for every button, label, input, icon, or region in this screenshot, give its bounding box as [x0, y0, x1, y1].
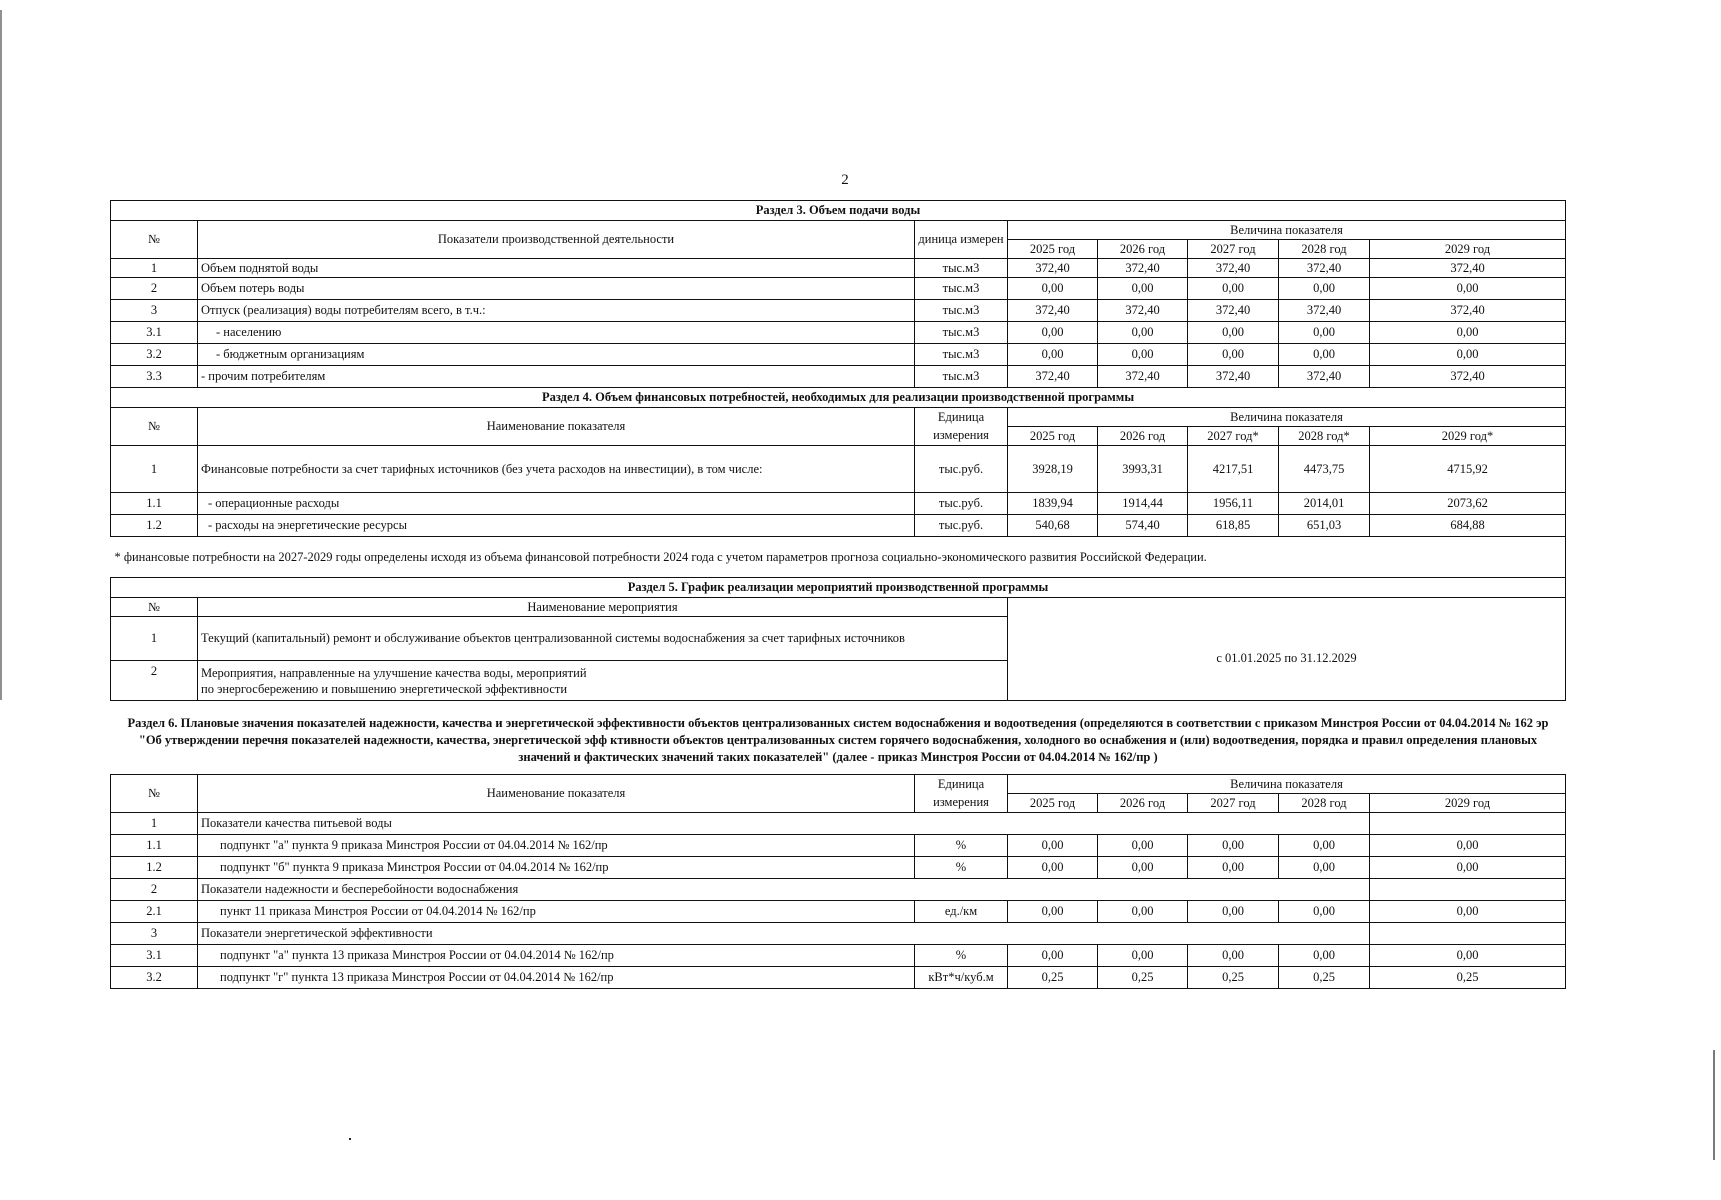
row-name: Показатели энергетической эффективности [198, 923, 1370, 945]
section4-title-row [111, 388, 1566, 408]
row-no: 2.1 [111, 901, 198, 923]
row-name: подпункт "г" пункта 13 приказа Минстроя России от 04.04.2014 № 162/пр [198, 967, 915, 989]
col-name-header: Наименование мероприятия [198, 598, 1008, 617]
row-value: 3928,19 [1008, 446, 1098, 493]
section6-header-row [111, 775, 1566, 794]
row-no: 3.2 [111, 344, 198, 366]
row-no: 1 [111, 446, 198, 493]
section5-title-row [111, 578, 1566, 598]
year-header: 2029 год [1370, 794, 1566, 813]
row-value: 372,40 [1098, 300, 1188, 322]
row-name-line2: по энергосбережению и повышению энергетической эффективности [201, 681, 568, 696]
row-value: 0,00 [1279, 857, 1370, 879]
table-row [111, 835, 1566, 857]
row-value: 0,00 [1370, 344, 1566, 366]
row-value: 372,40 [1279, 366, 1370, 388]
row-name: - прочим потребителям [198, 366, 915, 388]
row-value: 4715,92 [1370, 446, 1566, 493]
row-name: Показатели качества питьевой воды [198, 813, 1370, 835]
row-value: 574,40 [1098, 515, 1188, 537]
row-unit: тыс.м3 [915, 322, 1008, 344]
year-header: 2027 год* [1188, 427, 1279, 446]
row-value: 4217,51 [1188, 446, 1279, 493]
row-name: - населению [198, 322, 915, 344]
row-value: 0,00 [1098, 901, 1188, 923]
scan-dust [349, 1138, 351, 1140]
table-row [111, 857, 1566, 879]
row-value: 372,40 [1279, 259, 1370, 278]
col-name-header: Наименование показателя [198, 775, 915, 813]
row-unit: ед./км [915, 901, 1008, 923]
row-value: 540,68 [1008, 515, 1098, 537]
col-unit-header-line2: измерения [915, 794, 1008, 813]
empty-cell [1370, 879, 1566, 901]
table-row [111, 493, 1566, 515]
row-value: 1914,44 [1098, 493, 1188, 515]
row-value: 0,00 [1008, 945, 1098, 967]
row-no: 1.1 [111, 493, 198, 515]
row-value: 0,00 [1008, 857, 1098, 879]
section3-title-row [111, 201, 1566, 221]
row-value: 372,40 [1008, 300, 1098, 322]
row-value: 0,00 [1370, 857, 1566, 879]
row-value: 0,25 [1279, 967, 1370, 989]
row-value: 0,25 [1370, 967, 1566, 989]
row-name: - бюджетным организациям [198, 344, 915, 366]
col-group-header: Величина показателя [1008, 408, 1566, 427]
row-name: подпункт "а" пункта 13 приказа Минстроя России от 04.04.2014 № 162/пр [198, 945, 915, 967]
row-no: 1.1 [111, 835, 198, 857]
row-value: 372,40 [1279, 300, 1370, 322]
col-group-header: Величина показателя [1008, 775, 1566, 794]
year-header: 2029 год* [1370, 427, 1566, 446]
table-row [111, 617, 1566, 661]
table-row [111, 366, 1566, 388]
scan-edge-mark [1713, 1050, 1715, 1160]
row-value: 0,00 [1008, 901, 1098, 923]
year-header: 2028 год [1279, 794, 1370, 813]
section5-title: Раздел 5. График реализации мероприятий производственной программы [111, 578, 1566, 598]
col-no-header: № [111, 408, 198, 446]
row-value: 0,00 [1279, 278, 1370, 300]
row-value: 4473,75 [1279, 446, 1370, 493]
col-unit-header-line1: Единица [915, 775, 1008, 794]
table-row [111, 278, 1566, 300]
row-value: 0,25 [1098, 967, 1188, 989]
col-name-header: Показатели производственной деятельности [198, 221, 915, 259]
year-header: 2028 год* [1279, 427, 1370, 446]
row-unit: тыс.м3 [915, 366, 1008, 388]
row-value: 618,85 [1188, 515, 1279, 537]
row-value: 0,00 [1370, 278, 1566, 300]
row-name: пункт 11 приказа Минстроя России от 04.04.2014 № 162/пр [198, 901, 915, 923]
row-value: 0,00 [1008, 835, 1098, 857]
section6-description: Раздел 6. Плановые значения показателей надежности, качества и энергетической эффективности объектов централизованных систем водоснабжения и водоотведения (определяются в соответствии с приказом Минстроя России от 04.04.2014 № 162 эр "Об утверждении перечня показателей надежности, качества, энергетической эфф ктивности объектов централизованных систем горячего водоснабжения, холодного во оснабжения и (или) водоотведения, порядка и правил определения плановых значений и фактических значений таких показателей" (далее - приказ Минстроя России от 04.04.2014 № 162/пр ) [111, 701, 1566, 775]
row-value: 0,00 [1098, 945, 1188, 967]
implementation-period: с 01.01.2025 по 31.12.2029 [1008, 617, 1566, 701]
year-header: 2025 год [1008, 240, 1098, 259]
row-name: - расходы на энергетические ресурсы [198, 515, 915, 537]
row-no: 2 [111, 879, 198, 901]
row-unit: тыс.руб. [915, 515, 1008, 537]
row-value: 2014,01 [1279, 493, 1370, 515]
year-header: 2026 год [1098, 794, 1188, 813]
row-unit: тыс.м3 [915, 259, 1008, 278]
row-no: 3.3 [111, 366, 198, 388]
row-name: Показатели надежности и бесперебойности водоснабжения [198, 879, 1370, 901]
table-row-group [111, 923, 1566, 945]
row-no: 1 [111, 617, 198, 661]
scan-edge-mark [0, 10, 2, 700]
row-value: 0,00 [1098, 835, 1188, 857]
table-row [111, 259, 1566, 278]
row-value: 1839,94 [1008, 493, 1098, 515]
row-value: 684,88 [1370, 515, 1566, 537]
table-row [111, 515, 1566, 537]
row-value: 0,00 [1370, 901, 1566, 923]
row-value: 0,00 [1279, 835, 1370, 857]
row-value: 1956,11 [1188, 493, 1279, 515]
table-row [111, 322, 1566, 344]
row-value: 372,40 [1188, 259, 1279, 278]
empty-cell [1370, 923, 1566, 945]
row-no: 3 [111, 923, 198, 945]
row-name: Отпуск (реализация) воды потребителям всего, в т.ч.: [198, 300, 915, 322]
section5-header-row [111, 598, 1566, 617]
row-no: 1 [111, 813, 198, 835]
row-value: 372,40 [1370, 259, 1566, 278]
section4-title: Раздел 4. Объем финансовых потребностей, необходимых для реализации производственной программы [111, 388, 1566, 408]
row-name: Текущий (капитальный) ремонт и обслуживание объектов централизованной системы водоснабжения за счет тарифных источников [198, 617, 1008, 661]
row-value: 372,40 [1008, 366, 1098, 388]
row-value: 372,40 [1188, 300, 1279, 322]
col-unit-header-line1: Единица [915, 408, 1008, 427]
row-value: 0,00 [1279, 945, 1370, 967]
row-no: 3.1 [111, 322, 198, 344]
row-no: 3.2 [111, 967, 198, 989]
row-value: 372,40 [1098, 259, 1188, 278]
row-value: 0,00 [1188, 835, 1279, 857]
row-value: 0,00 [1370, 835, 1566, 857]
row-value: 0,00 [1008, 344, 1098, 366]
footnote-row [111, 537, 1566, 578]
row-value: 0,00 [1279, 322, 1370, 344]
row-value: 0,00 [1188, 278, 1279, 300]
year-header: 2026 год [1098, 240, 1188, 259]
row-value: 0,00 [1279, 344, 1370, 366]
row-name: подпункт "а" пункта 9 приказа Минстроя России от 04.04.2014 № 162/пр [198, 835, 915, 857]
document-sheet [110, 200, 1565, 989]
row-name [198, 661, 1008, 701]
row-value: 3993,31 [1098, 446, 1188, 493]
row-value: 0,00 [1098, 322, 1188, 344]
row-value: 0,00 [1098, 278, 1188, 300]
col-unit-header-line2: измерения [915, 427, 1008, 446]
row-value: 0,25 [1188, 967, 1279, 989]
row-value: 372,40 [1008, 259, 1098, 278]
table-row-group [111, 879, 1566, 901]
row-name: подпункт "б" пункта 9 приказа Минстроя России от 04.04.2014 № 162/пр [198, 857, 915, 879]
col-unit-header: диница измерен [915, 221, 1008, 259]
row-unit: % [915, 857, 1008, 879]
table-row [111, 967, 1566, 989]
row-value: 0,25 [1008, 967, 1098, 989]
section6-description-row [111, 701, 1566, 775]
row-value: 372,40 [1370, 366, 1566, 388]
row-no: 3.1 [111, 945, 198, 967]
row-unit: тыс.руб. [915, 493, 1008, 515]
table-row [111, 945, 1566, 967]
row-no: 2 [111, 661, 198, 701]
row-unit: кВт*ч/куб.м [915, 967, 1008, 989]
empty-header-cell [1008, 598, 1566, 617]
row-no: 2 [111, 278, 198, 300]
row-value: 0,00 [1098, 344, 1188, 366]
section4-header-row [111, 408, 1566, 427]
row-value: 372,40 [1370, 300, 1566, 322]
empty-cell [1370, 813, 1566, 835]
year-header: 2027 год [1188, 240, 1279, 259]
table-row [111, 901, 1566, 923]
year-header: 2025 год [1008, 427, 1098, 446]
row-name-line1: Мероприятия, направленные на улучшение качества воды, мероприятий [201, 665, 587, 680]
row-value: 0,00 [1008, 322, 1098, 344]
row-value: 0,00 [1008, 278, 1098, 300]
year-header: 2028 год [1279, 240, 1370, 259]
row-value: 0,00 [1188, 322, 1279, 344]
table-row [111, 446, 1566, 493]
col-no-header: № [111, 775, 198, 813]
row-no: 1 [111, 259, 198, 278]
row-value: 0,00 [1370, 945, 1566, 967]
row-value: 372,40 [1098, 366, 1188, 388]
footnote: * финансовые потребности на 2027-2029 годы определены исходя из объема финансовой потребности 2024 года с учетом параметров прогноза социально-экономического развития Российской Федерации. [111, 537, 1566, 578]
row-no: 1.2 [111, 857, 198, 879]
col-group-header: Величина показателя [1008, 221, 1566, 240]
year-header: 2029 год [1370, 240, 1566, 259]
row-value: 0,00 [1188, 344, 1279, 366]
row-name: Объем поднятой воды [198, 259, 915, 278]
row-value: 0,00 [1098, 857, 1188, 879]
row-value: 0,00 [1370, 322, 1566, 344]
section3-header-row [111, 221, 1566, 240]
row-unit: % [915, 945, 1008, 967]
row-unit: тыс.м3 [915, 278, 1008, 300]
col-name-header: Наименование показателя [198, 408, 915, 446]
row-value: 372,40 [1188, 366, 1279, 388]
year-header: 2025 год [1008, 794, 1098, 813]
row-name: Финансовые потребности за счет тарифных источников (без учета расходов на инвестиции), в том числе: [198, 446, 915, 493]
col-no-header: № [111, 221, 198, 259]
row-value: 0,00 [1188, 945, 1279, 967]
row-unit: тыс.м3 [915, 344, 1008, 366]
row-unit: тыс.м3 [915, 300, 1008, 322]
table-row [111, 344, 1566, 366]
row-name: - операционные расходы [198, 493, 915, 515]
production-program-table [110, 200, 1566, 989]
col-no-header: № [111, 598, 198, 617]
row-value: 0,00 [1188, 857, 1279, 879]
page-number: 2 [841, 172, 849, 188]
table-row-group [111, 813, 1566, 835]
row-value: 0,00 [1188, 901, 1279, 923]
row-unit: тыс.руб. [915, 446, 1008, 493]
row-value: 0,00 [1279, 901, 1370, 923]
row-no: 3 [111, 300, 198, 322]
row-name: Объем потерь воды [198, 278, 915, 300]
year-header: 2027 год [1188, 794, 1279, 813]
table-row [111, 300, 1566, 322]
row-value: 651,03 [1279, 515, 1370, 537]
year-header: 2026 год [1098, 427, 1188, 446]
section3-title: Раздел 3. Объем подачи воды [111, 201, 1566, 221]
row-unit: % [915, 835, 1008, 857]
row-value: 2073,62 [1370, 493, 1566, 515]
row-no: 1.2 [111, 515, 198, 537]
